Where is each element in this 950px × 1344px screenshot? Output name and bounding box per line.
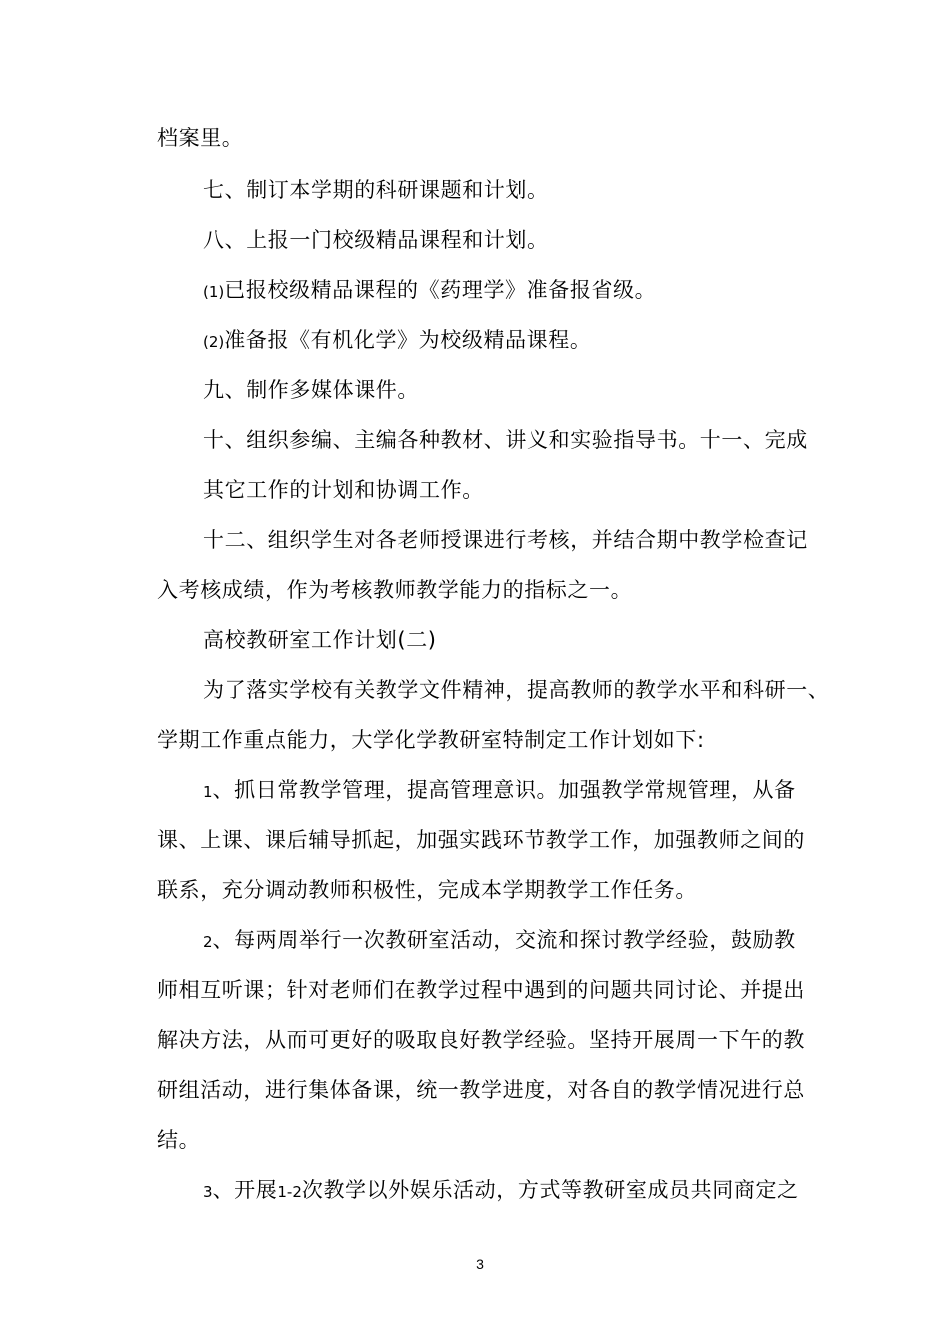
text-line: 十二、组织学生对各老师授课进行考核，并结合期中教学检查记 (203, 528, 808, 552)
text-line: 档案里。 (157, 126, 244, 150)
number-range: 1-2 (277, 1183, 302, 1201)
line-text: 已报校级精品课程的《药理学》准备报省级。 (224, 278, 657, 302)
list-marker: 3 (203, 1183, 213, 1201)
text-line (203, 776, 796, 806)
text-line: 学期工作重点能力，大学化学教研室特制定工作计划如下: (157, 728, 705, 752)
text-line: 课、上课、课后辅导抓起，加强实践环节教学工作，加强教师之间的 (157, 828, 805, 852)
text-line: 入考核成绩，作为考核教师教学能力的指标之一。 (157, 578, 633, 602)
text-line: 八、上报一门校级精品课程和计划。 (203, 228, 549, 252)
text-line (203, 926, 796, 956)
text-line: 九、制作多媒体课件。 (203, 378, 419, 402)
line-text: 次教学以外娱乐活动，方式等教研室成员共同商定之 (301, 1178, 799, 1202)
text-line: 十、组织参编、主编各种教材、讲义和实验指导书。十一、完成 (203, 428, 808, 452)
section-heading: 高校教研室工作计划(二) (203, 628, 437, 652)
line-text: 准备报《有机化学》为校级精品课程。 (224, 328, 592, 352)
line-text: 、开展 (212, 1178, 278, 1202)
list-marker: 2 (203, 933, 213, 951)
line-text: 、抓日常教学管理，提高管理意识。加强教学常规管理，从备 (212, 778, 796, 802)
text-line (203, 326, 591, 356)
text-line: 解决方法，从而可更好的吸取良好教学经验。坚持开展周一下午的教 (157, 1028, 805, 1052)
text-line: 为了落实学校有关教学文件精神，提高教师的教学水平和科研一、 (203, 678, 830, 702)
text-line (203, 276, 656, 306)
list-marker: (1) (203, 283, 225, 301)
text-line: 研组活动，进行集体备课，统一教学进度，对各自的教学情况进行总 (157, 1078, 805, 1102)
line-text: 、每两周举行一次教研室活动，交流和探讨教学经验，鼓励教 (212, 928, 796, 952)
text-line: 联系，充分调动教师积极性，完成本学期教学工作任务。 (157, 878, 697, 902)
text-line (203, 1176, 799, 1206)
text-line: 七、制订本学期的科研课题和计划。 (203, 178, 549, 202)
text-line: 师相互听课；针对老师们在教学过程中遇到的问题共同讨论、并提出 (157, 978, 805, 1002)
page-number: 3 (476, 1256, 484, 1272)
text-line: 结。 (157, 1128, 201, 1152)
text-line: 其它工作的计划和协调工作。 (203, 478, 484, 502)
list-marker: (2) (203, 333, 225, 351)
list-marker: 1 (203, 783, 213, 801)
